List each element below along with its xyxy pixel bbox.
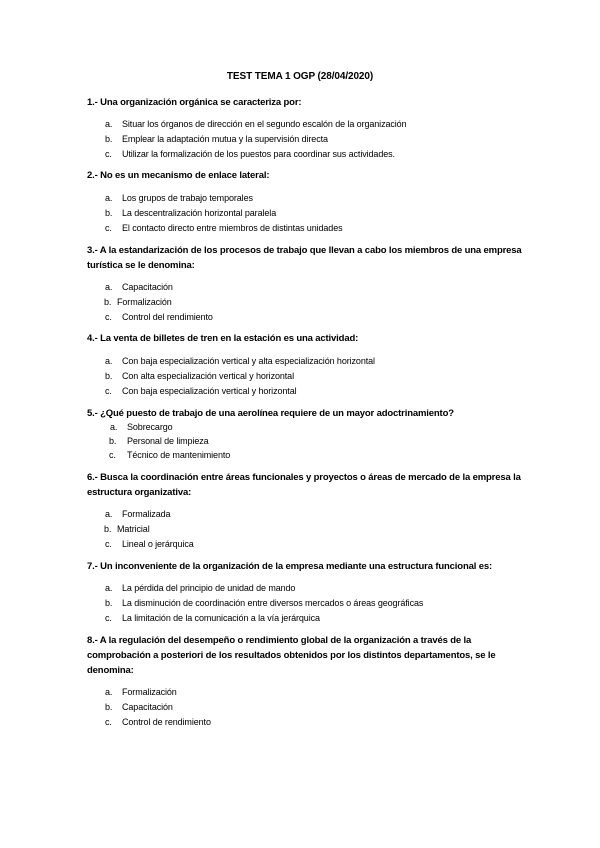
question-8: 8.- A la regulación del desempeño o rendimiento global de la organización a través de la comprobación a posteriori de los resultados obtenidos por los distintos departamentos, se le denomina:: [87, 635, 496, 676]
question-1-options: [0, 117, 600, 162]
question-4: 4.- La venta de billetes de tren en la estación es una actividad:: [87, 333, 359, 344]
option-8c: c. Control de rendimiento: [105, 717, 211, 727]
option-2b: b. La descentralización horizontal paralela: [105, 208, 277, 218]
question-3: 3.- A la estandarización de los procesos de trabajo que llevan a cabo los miembros de una empresa turística se le denomina:: [87, 245, 522, 271]
question-5: 5.- ¿Qué puesto de trabajo de una aerolínea requiere de un mayor adoctrinamiento?: [87, 408, 454, 419]
option-2a: a. Los grupos de trabajo temporales: [105, 193, 253, 203]
option-3a: a. Capacitación: [105, 282, 173, 292]
option-4c: c. Con baja especialización vertical y horizontal: [105, 386, 297, 396]
option-5c: c. Técnico de mantenimiento: [109, 450, 231, 460]
question-2: 2.- No es un mecanismo de enlace lateral:: [87, 170, 270, 181]
question-6-options: [0, 507, 600, 552]
option-3b: b. Formalización: [104, 297, 172, 307]
question-4-options: [0, 354, 600, 399]
question-8-options: [0, 685, 600, 730]
question-3-options: [0, 280, 600, 325]
option-6c: c. Lineal o jerárquica: [105, 539, 194, 549]
document-title: TEST TEMA 1 OGP (28/04/2020): [226, 71, 374, 82]
question-7-options: [0, 581, 600, 626]
option-8b: b. Capacitación: [105, 702, 173, 712]
option-3c: c. Control del rendimiento: [105, 312, 213, 322]
option-7a: a. La pérdida del principio de unidad de mando: [105, 583, 296, 593]
option-4b: b. Con alta especialización vertical y horizontal: [105, 371, 294, 381]
option-6b: b. Matricial: [104, 524, 150, 534]
option-4a: a. Con baja especialización vertical y alta especialización horizontal: [105, 356, 375, 366]
option-2c: c. El contacto directo entre miembros de distintas unidades: [105, 223, 343, 233]
question-2-options: [0, 191, 600, 236]
option-7b: b. La disminución de coordinación entre diversos mercados o áreas geográficas: [105, 598, 424, 608]
option-1c: c. Utilizar la formalización de los puestos para coordinar sus actividades.: [105, 149, 395, 159]
option-7c: c. La limitación de la comunicación a la vía jerárquica: [105, 613, 320, 623]
option-8a: a. Formalización: [105, 687, 177, 697]
question-6: 6.- Busca la coordinación entre áreas funcionales y proyectos o áreas de mercado de la empresa la estructura organizativa:: [87, 472, 521, 498]
option-1a: a. Situar los órganos de dirección en el segundo escalón de la organización: [105, 119, 407, 129]
option-6a: a. Formalizada: [105, 509, 171, 519]
option-5a: a. Sobrecargo: [110, 422, 173, 432]
option-1b: b. Emplear la adaptación mutua y la supervisión directa: [105, 134, 328, 144]
option-5b: b. Personal de limpieza: [109, 436, 209, 446]
question-1: 1.- Una organización orgánica se caracteriza por:: [87, 97, 302, 108]
question-5-options: [0, 420, 600, 462]
question-7: 7.- Un inconveniente de la organización de la empresa mediante una estructura funcional es:: [87, 561, 492, 572]
